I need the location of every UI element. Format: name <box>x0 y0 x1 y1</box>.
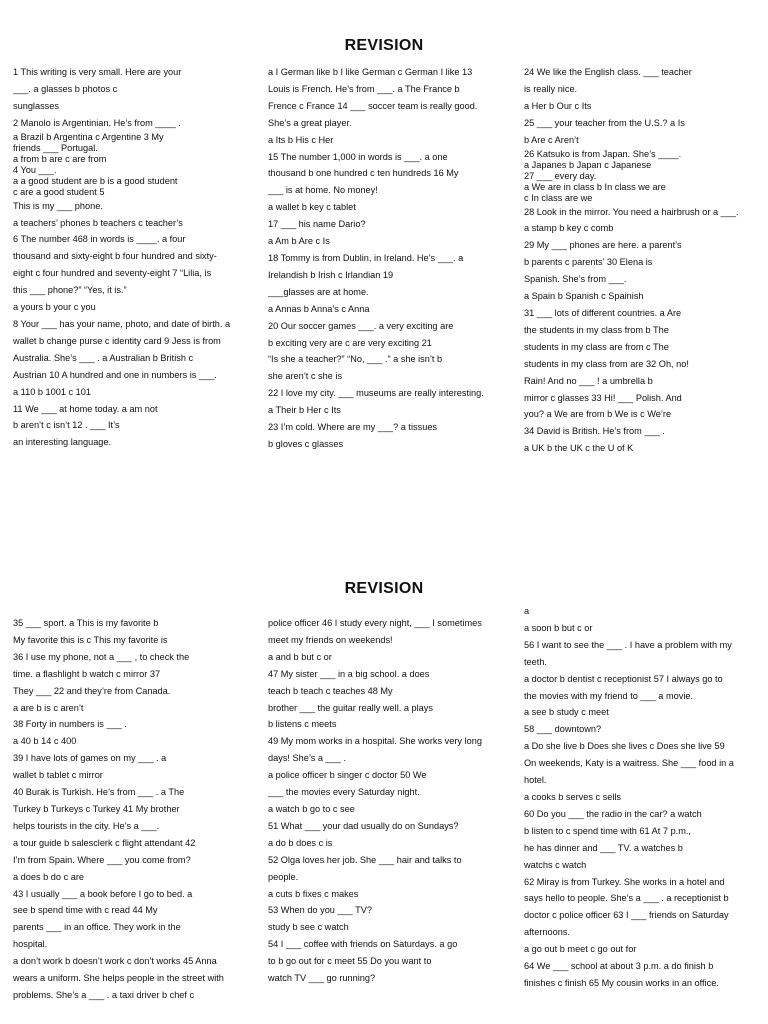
question-line: he has dinner and ___ TV. a watches b <box>524 842 683 853</box>
question-line: helps tourists in the city. He’s a ___. <box>13 820 160 831</box>
section-1-column-1 <box>13 64 261 464</box>
question-line: 15 The number 1,000 in words is ___. a one <box>268 151 448 162</box>
question-line: a soon b but c or <box>524 622 593 633</box>
question-line: 20 Our soccer games ___. a very exciting are <box>268 320 454 331</box>
question-line: a <box>524 606 530 616</box>
question-line: 6 The number 468 in words is ____. a four <box>13 234 186 245</box>
question-line: a 40 b 14 c 400 <box>13 736 77 747</box>
question-line: an interesting language. <box>13 437 112 448</box>
question-line: students in my class are from c The <box>524 341 669 352</box>
question-line: problems. She’s a ___ . a taxi driver b chef c <box>13 989 195 1000</box>
question-line: eight c four hundred and seventy-eight 7 “Lilia, is <box>13 268 212 279</box>
question-line: a cooks b serves c sells <box>524 791 622 802</box>
question-line: says hello to people. She’s a ___ . a receptionist b <box>524 893 729 904</box>
question-line: finishes c finish 65 My cousin works in an office. <box>524 977 719 988</box>
question-line: a Japanes b Japan c Japanese <box>524 159 652 170</box>
question-line: b gloves c glasses <box>268 438 344 449</box>
question-line: meet my friends on weekends! <box>268 634 393 645</box>
question-line: 47 My sister ___ in a big school. a does <box>268 668 430 679</box>
question-line: police officer 46 I study every night, ___ I sometimes <box>268 618 482 628</box>
question-line: This is my ___ phone. <box>13 200 103 211</box>
question-line: a see b study c meet <box>524 707 609 718</box>
question-line: students in my class from are 32 Oh, no! <box>524 358 689 369</box>
question-line: Louis is French. He’s from ___. a The France b <box>268 83 460 94</box>
question-line: “Is she a teacher?” “No, ___ .” a she isn’t b <box>268 354 443 365</box>
question-line: c In class are we <box>524 192 593 203</box>
section-2-column-3 <box>524 603 764 1021</box>
question-line: Australia. She’s ___ . a Australian b British c <box>13 352 194 363</box>
question-line: a We are in class b In class we are <box>524 181 666 192</box>
question-line: I’m from Spain. Where ___ you come from? <box>13 854 191 865</box>
question-line: a Their b Her c Its <box>268 405 341 416</box>
question-line: 25 ___ your teacher from the U.S.? a Is <box>524 117 685 128</box>
section-1-title: REVISION <box>344 37 424 54</box>
section-2-column-1 <box>13 615 261 1020</box>
question-line: teach b teach c teaches 48 My <box>268 685 393 696</box>
question-line: 31 ___ lots of different countries. a Are <box>524 307 682 318</box>
section-2-column-2 <box>268 615 506 1020</box>
question-line: study b see c watch <box>268 922 349 933</box>
question-line: 38 Forty in numbers is ___ . <box>13 719 127 730</box>
question-line: time. a flashlight b watch c mirror 37 <box>13 668 161 679</box>
question-line: a 110 b 1001 c 101 <box>13 386 91 397</box>
question-line: a does b do c are <box>13 871 84 882</box>
question-line: 34 David is British. He’s from ___ . <box>524 426 665 437</box>
question-line: 24 We like the English class. ___ teacher <box>524 67 692 77</box>
section-1-column-3 <box>524 64 764 484</box>
question-line: a teachers’ phones b teachers c teacher’s <box>13 217 183 228</box>
question-line: a a good student are b is a good student <box>13 175 178 186</box>
question-line: people. <box>268 871 299 882</box>
question-line: 49 My mom works in a hospital. She works very long <box>268 736 482 747</box>
question-line: the movies with my friend to ___ a movie. <box>524 690 694 701</box>
question-line: a Spain b Spanish c Spainish <box>524 291 644 302</box>
section-2-title: REVISION <box>344 580 424 597</box>
question-line: Irelandish b Irish c Irlandian 19 <box>268 269 394 280</box>
question-line: Spanish. She’s from ___. <box>524 274 627 285</box>
question-line: a UK b the UK c the U of K <box>524 443 634 454</box>
question-line: 26 Katsuko is from Japan. She’s ____. <box>524 148 682 159</box>
question-line: a go out b meet c go out for <box>524 944 637 955</box>
question-line: 17 ___ his name Dario? <box>268 219 366 230</box>
question-line: ___. a glasses b photos c <box>13 83 118 94</box>
question-line: b listens c meets <box>268 719 337 730</box>
question-line: ___ is at home. No money! <box>268 185 378 196</box>
question-line: days! She’s a ___ . <box>268 753 346 764</box>
question-line: c are a good student 5 <box>13 186 105 197</box>
question-line: see b spend time with c read 44 My <box>13 905 158 916</box>
question-line: wallet b change purse c identity card 9 Jess is from <box>13 335 221 346</box>
question-line: 40 Burak is Turkish. He’s from ___ . a The <box>13 787 185 798</box>
question-line: sunglasses <box>13 100 59 111</box>
question-line: a do b does c is <box>268 837 333 848</box>
question-line: 43 I usually ___ a book before I go to bed. a <box>13 888 193 899</box>
question-line: On weekends, Katy is a waitress. She ___ food in a <box>524 758 734 769</box>
question-line: a cuts b fixes c makes <box>268 888 359 899</box>
question-line: They ___ 22 and they’re from Canada. <box>13 685 171 696</box>
question-line: to b go out for c meet 55 Do you want to <box>268 956 432 967</box>
question-line: afternoons. <box>524 927 570 938</box>
question-line: 60 Do you ___ the radio in the car? a watch <box>524 808 702 819</box>
question-line: 39 I have lots of games on my ___ . a <box>13 753 167 764</box>
question-line: 8 Your ___ has your name, photo, and date of birth. a <box>13 318 231 329</box>
question-line: 35 ___ sport. a This is my favorite b <box>13 618 159 628</box>
question-line: thousand and sixty-eight b four hundred and sixty- <box>13 251 217 262</box>
question-line: watchs c watch <box>524 859 587 870</box>
question-line: 52 Olga loves her job. She ___ hair and talks to <box>268 854 462 865</box>
question-line: 54 I ___ coffee with friends on Saturdays. a go <box>268 939 458 950</box>
question-line: this ___ phone?” “Yes, it is.” <box>13 285 127 296</box>
question-line: a police officer b singer c doctor 50 We <box>268 770 427 781</box>
question-line: brother ___ the guitar really well. a plays <box>268 702 433 713</box>
question-line: a Her b Our c Its <box>524 100 592 111</box>
question-line: b aren’t c isn’t 12 . ___ It’s <box>13 420 120 431</box>
question-line: Turkey b Turkeys c Turkey 41 My brother <box>13 803 180 814</box>
question-line: a Brazil b Argentina c Argentine 3 My <box>13 131 164 142</box>
question-line: a tour guide b salesclerk c flight attendant 42 <box>13 837 196 848</box>
section-1-column-2 <box>268 64 506 464</box>
question-line: mirror c glasses 33 Hi! ___ Polish. And <box>524 392 682 403</box>
question-line: watch TV ___ go running? <box>268 973 376 984</box>
question-line: a stamp b key c comb <box>524 223 614 234</box>
question-line: teeth. <box>524 656 547 667</box>
question-line: a from b are c are from <box>13 153 107 164</box>
question-line: 2 Manolo is Argentinian. He’s from ____ . <box>13 117 181 128</box>
question-line: wallet b tablet c mirror <box>13 770 103 781</box>
question-line: friends ___ Portugal. <box>13 142 98 153</box>
question-line: thousand b one hundred c ten hundreds 16 My <box>268 168 459 179</box>
question-line: 64 We ___ school at about 3 p.m. a do finish b <box>524 961 714 972</box>
question-line: doctor c police officer 63 I ___ friends on Saturday <box>524 910 729 921</box>
question-line: 23 I’m cold. Where are my ___? a tissues <box>268 422 438 433</box>
question-line: a watch b go to c see <box>268 803 355 814</box>
question-line: b exciting very are c are very exciting 21 <box>268 337 432 348</box>
question-line: b parents c parents’ 30 Elena is <box>524 257 653 268</box>
question-line: ___glasses are at home. <box>268 286 369 297</box>
question-line: 29 My ___ phones are here. a parent’s <box>524 240 682 251</box>
question-line: she aren’t c she is <box>268 371 343 382</box>
question-line: a Annas b Anna’s c Anna <box>268 303 370 314</box>
question-line: Rain! And no ___ ! a umbrella b <box>524 375 653 386</box>
question-line: 62 Miray is from Turkey. She works in a hotel and <box>524 876 725 887</box>
question-line: you? a We are from b We is c We’re <box>524 409 672 420</box>
question-line: hotel. <box>524 775 547 786</box>
question-line: a yours b your c you <box>13 302 96 313</box>
question-line: wears a uniform. She helps people in the street with <box>13 973 224 984</box>
question-line: a Do she live b Does she lives c Does she live 59 <box>524 741 725 752</box>
question-line: My favorite this is c This my favorite is <box>13 634 168 645</box>
question-line: a are b is c aren’t <box>13 702 84 713</box>
question-line: 51 What ___ your dad usually do on Sundays? <box>268 820 459 831</box>
question-line: a doctor b dentist c receptionist 57 I always go to <box>524 673 723 684</box>
question-line: 28 Look in the mirror. You need a hairbrush or a ___. <box>524 206 739 217</box>
question-line: a wallet b key c tablet <box>268 202 356 213</box>
question-line: She’s a great player. <box>268 117 352 128</box>
question-line: 11 We ___ at home today. a am not <box>13 403 158 414</box>
question-line: a don’t work b doesn’t work c don’t works 45 Anna <box>13 956 217 967</box>
question-line: b Are c Aren’t <box>524 134 579 145</box>
question-line: b listen to c spend time with 61 At 7 p.m., <box>524 825 691 836</box>
question-line: 58 ___ downtown? <box>524 724 602 735</box>
question-line: a Am b Are c Is <box>268 236 330 247</box>
question-line: Frence c France 14 ___ soccer team is really good. <box>268 100 478 111</box>
question-line: ___ the movies every Saturday night. <box>268 787 420 798</box>
question-line: 4 You ___. <box>13 164 57 175</box>
question-line: 56 I want to see the ___ . I have a problem with my <box>524 639 732 650</box>
question-line: a Its b His c Her <box>268 134 334 145</box>
question-line: a and b but c or <box>268 651 332 662</box>
question-line: hospital. <box>13 939 48 950</box>
question-line: 27 ___ every day. <box>524 170 597 181</box>
question-line: parents ___ in an office. They work in the <box>13 922 181 933</box>
question-line: 1 This writing is very small. Here are your <box>13 67 182 77</box>
question-line: 18 Tommy is from Dublin, in Ireland. He’s ___. a <box>268 252 464 263</box>
question-line: is really nice. <box>524 83 578 94</box>
question-line: 36 I use my phone, not a ___ , to check the <box>13 651 190 662</box>
question-line: 53 When do you ___ TV? <box>268 905 373 916</box>
question-line: a I German like b I like German c German I like 13 <box>268 67 473 77</box>
question-line: Austrian 10 A hundred and one in numbers is ___. <box>13 369 217 380</box>
question-line: 22 I love my city. ___ museums are really interesting. <box>268 388 484 399</box>
question-line: the students in my class from b The <box>524 324 669 335</box>
